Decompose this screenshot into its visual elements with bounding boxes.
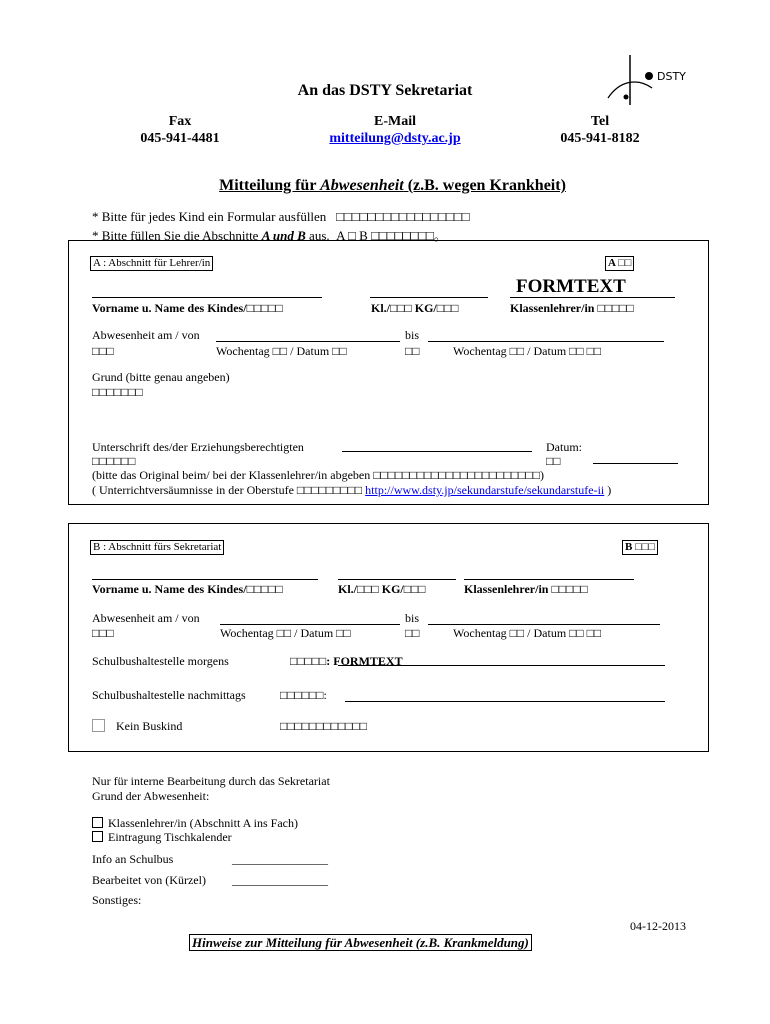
section-a-absent-field[interactable] <box>216 341 400 342</box>
section-b-wochentag-2: Wochentag □□ / Datum □□ □□ <box>453 626 602 640</box>
bus-morning-label: Schulbushaltestelle morgens <box>92 654 229 668</box>
fax-value: 045-941-4481 <box>140 131 220 146</box>
signature-label: Unterschrift des/der Erziehungsberechtigten <box>92 440 304 454</box>
section-a-tag: A : Abschnitt für Lehrer/in <box>90 256 213 271</box>
datum-label: Datum: <box>546 440 582 454</box>
header-title: An das DSTY Sekretariat <box>297 82 473 99</box>
section-b-box <box>68 523 709 752</box>
sonstiges-label: Sonstiges: <box>92 893 142 907</box>
section-b-bis-label: bis <box>405 611 420 625</box>
internal-check-1[interactable]: Klassenlehrer/in (Abschnitt A ins Fach) <box>92 816 298 831</box>
section-a-bis-field[interactable] <box>428 341 664 342</box>
section-a-kl-label: Kl./□□□ KG/□□□ <box>371 301 459 315</box>
no-bus-label: Kein Buskind <box>116 719 183 733</box>
footer-date: 04-12-2013 <box>630 919 686 933</box>
section-a-tag-right: A □□ <box>605 256 634 271</box>
oberstufe-link[interactable]: http://www.dsty.jp/sekundarstufe/sekundarstufe-ii <box>365 483 605 497</box>
bearbeitet-label: Bearbeitet von (Kürzel) <box>92 873 206 887</box>
info-blank[interactable]: ________________ <box>232 852 328 866</box>
section-b-kl-label: Kl./□□□ KG/□□□ <box>338 582 426 596</box>
grund-jp: □□□□□□□ <box>92 385 143 399</box>
logo-dot-icon <box>645 72 653 80</box>
section-b-tag: B : Abschnitt fürs Sekretariat <box>90 540 224 555</box>
bus-afternoon-field[interactable] <box>345 701 665 702</box>
oberstufe-note: ( Unterrichtversäumnisse in der Oberstufe □□□□□□□□□ http://www.dsty.jp/sekundarstufe/sekundarstufe-ii ) <box>92 483 612 497</box>
section-a-wochentag-2: Wochentag □□ / Datum □□ □□ <box>453 344 602 358</box>
hinweise-link[interactable]: Hinweise zur Mitteilung für Abwesenheit (z.B. Krankmeldung) <box>189 934 532 951</box>
bus-morning-value[interactable]: □□□□□: FORMTEXT <box>290 654 403 668</box>
checkbox-icon[interactable] <box>92 831 103 842</box>
section-b-absent-field[interactable] <box>220 624 400 625</box>
section-b-bis-jp: □□ <box>405 626 420 640</box>
grund-label: Grund (bitte genau angeben) <box>92 370 230 384</box>
section-a-absent-jp: □□□ <box>92 344 114 358</box>
section-a-teacher-label: Klassenlehrer/in □□□□□ <box>510 301 634 315</box>
section-b-bis-field[interactable] <box>428 624 660 625</box>
section-a-absent-label: Abwesenheit am / von <box>92 328 200 342</box>
section-b-absent-label: Abwesenheit am / von <box>92 611 200 625</box>
no-bus-jp: □□□□□□□□□□□□ <box>280 719 367 733</box>
datum-field[interactable] <box>593 463 678 464</box>
signature-jp: □□□□□□ <box>92 454 136 468</box>
section-b-tag-right: B □□□ <box>622 540 658 555</box>
section-b-teacher-label: Klassenlehrer/in □□□□□ <box>464 582 588 596</box>
section-a-wochentag-1: Wochentag □□ / Datum □□ <box>216 344 347 358</box>
no-bus-checkbox[interactable] <box>92 719 105 732</box>
form-title: Mitteilung für Abwesenheit (z.B. wegen Krankheit) <box>219 177 566 194</box>
internal-check-2[interactable]: Eintragung Tischkalender <box>92 830 232 845</box>
datum-jp: □□ <box>546 454 561 468</box>
dsty-logo <box>600 50 710 110</box>
internal-line-2: Grund der Abwesenheit: <box>92 789 210 803</box>
section-a-name-label: Vorname u. Name des Kindes/□□□□□ <box>92 301 283 315</box>
section-b-absent-jp: □□□ <box>92 626 114 640</box>
section-b-name-label: Vorname u. Name des Kindes/□□□□□ <box>92 582 283 596</box>
logo-text: DSTY <box>657 70 686 83</box>
tel-label: Tel <box>590 114 610 129</box>
info-label: Info an Schulbus <box>92 852 174 866</box>
bus-afternoon-label: Schulbushaltestelle nachmittags <box>92 688 246 702</box>
tel-value: 045-941-8182 <box>560 131 640 146</box>
email-label: E-Mail <box>374 114 416 129</box>
email-link[interactable]: mitteilung@dsty.ac.jp <box>329 131 461 146</box>
internal-line-1: Nur für interne Bearbeitung durch das Sekretariat <box>92 774 330 788</box>
original-note: (bitte das Original beim/ bei der Klassenlehrer/in abgeben □□□□□□□□□□□□□□□□□□□□□□□) <box>92 468 544 482</box>
section-a-bis-jp: □□ <box>405 344 420 358</box>
section-b-wochentag-1: Wochentag □□ / Datum □□ <box>220 626 351 640</box>
instruction-line-1: * Bitte für jedes Kind ein Formular ausfüllen □□□□□□□□□□□□□□□□□ <box>92 209 470 224</box>
bus-morning-field[interactable] <box>338 665 665 666</box>
section-a-bis-label: bis <box>405 328 420 342</box>
checkbox-icon[interactable] <box>92 817 103 828</box>
bearbeitet-blank[interactable]: ________________ <box>232 873 328 887</box>
fax-label: Fax <box>168 114 192 129</box>
signature-field[interactable] <box>342 451 532 452</box>
bus-afternoon-jp: □□□□□□: <box>280 688 327 702</box>
formtext-teacher[interactable]: FORMTEXT <box>516 276 626 297</box>
instruction-line-2: * Bitte füllen Sie die Abschnitte A und B aus. A □ B □□□□□□□□。 <box>92 228 447 243</box>
